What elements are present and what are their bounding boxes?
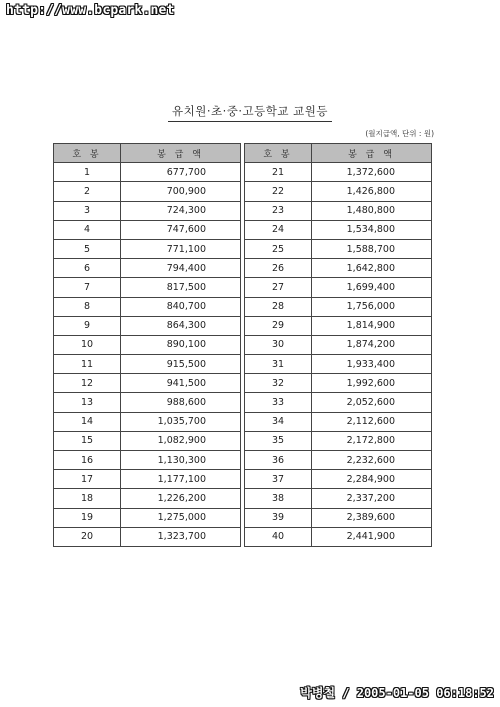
step-cell: 3: [54, 201, 121, 220]
table-row: [54, 278, 432, 297]
step-cell: 22: [245, 182, 312, 201]
table-row: [54, 527, 432, 546]
step-cell: 17: [54, 470, 121, 489]
step-cell: 38: [245, 489, 312, 508]
table-row: [54, 355, 432, 374]
amount-cell: 2,284,900: [312, 470, 432, 489]
step-cell: 19: [54, 508, 121, 527]
amount-cell: 1,756,000: [312, 297, 432, 316]
step-cell: 28: [245, 297, 312, 316]
step-cell: 23: [245, 201, 312, 220]
amount-cell: 771,100: [121, 239, 241, 258]
step-cell: 8: [54, 297, 121, 316]
step-cell: 32: [245, 374, 312, 393]
table-row: [54, 163, 432, 182]
table-row: [54, 259, 432, 278]
amount-cell: 890,100: [121, 335, 241, 354]
step-cell: 21: [245, 163, 312, 182]
step-cell: 37: [245, 470, 312, 489]
amount-cell: 1,588,700: [312, 239, 432, 258]
table-row: [54, 220, 432, 239]
amount-cell: 2,441,900: [312, 527, 432, 546]
document-title: [0, 100, 500, 122]
table-row: [54, 201, 432, 220]
amount-cell: 941,500: [121, 374, 241, 393]
step-cell: 24: [245, 220, 312, 239]
table-row: [54, 297, 432, 316]
step-cell: 11: [54, 355, 121, 374]
header-step-left: 호 봉: [54, 144, 121, 163]
site-watermark: http://www.bcpark.net: [6, 3, 175, 18]
amount-cell: 1,642,800: [312, 259, 432, 278]
step-cell: 7: [54, 278, 121, 297]
amount-cell: 1,275,000: [121, 508, 241, 527]
amount-cell: 1,426,800: [312, 182, 432, 201]
amount-cell: 1,874,200: [312, 335, 432, 354]
step-cell: 36: [245, 451, 312, 470]
amount-cell: 915,500: [121, 355, 241, 374]
document-title-text: 유치원·초·중·고등학교 교원등: [168, 103, 332, 122]
amount-cell: 1,534,800: [312, 220, 432, 239]
step-cell: 5: [54, 239, 121, 258]
table-row: [54, 489, 432, 508]
step-cell: 13: [54, 393, 121, 412]
amount-cell: 2,337,200: [312, 489, 432, 508]
step-cell: 6: [54, 259, 121, 278]
salary-table-body: [54, 163, 432, 547]
amount-cell: 747,600: [121, 220, 241, 239]
salary-table: [53, 143, 432, 547]
step-cell: 18: [54, 489, 121, 508]
step-cell: 25: [245, 239, 312, 258]
header-amount-right: 봉 급 액: [312, 144, 432, 163]
amount-cell: 794,400: [121, 259, 241, 278]
table-row: [54, 431, 432, 450]
step-cell: 1: [54, 163, 121, 182]
table-row: [54, 239, 432, 258]
amount-cell: 1,933,400: [312, 355, 432, 374]
step-cell: 14: [54, 412, 121, 431]
table-row: [54, 470, 432, 489]
amount-cell: 2,232,600: [312, 451, 432, 470]
amount-cell: 1,992,600: [312, 374, 432, 393]
amount-cell: 1,226,200: [121, 489, 241, 508]
amount-cell: 2,112,600: [312, 412, 432, 431]
table-row: [54, 412, 432, 431]
step-cell: 2: [54, 182, 121, 201]
amount-cell: 1,480,800: [312, 201, 432, 220]
table-row: [54, 335, 432, 354]
unit-note: (월지급액, 단위 : 원): [365, 129, 434, 138]
table-row: [54, 451, 432, 470]
step-cell: 39: [245, 508, 312, 527]
amount-cell: 1,177,100: [121, 470, 241, 489]
step-cell: 29: [245, 316, 312, 335]
table-row: [54, 508, 432, 527]
amount-cell: 2,389,600: [312, 508, 432, 527]
step-cell: 20: [54, 527, 121, 546]
amount-cell: 2,052,600: [312, 393, 432, 412]
table-header-row: [54, 144, 432, 163]
step-cell: 16: [54, 451, 121, 470]
amount-cell: 1,082,900: [121, 431, 241, 450]
step-cell: 40: [245, 527, 312, 546]
step-cell: 31: [245, 355, 312, 374]
header-amount-left: 봉 급 액: [121, 144, 241, 163]
step-cell: 9: [54, 316, 121, 335]
amount-cell: 1,814,900: [312, 316, 432, 335]
amount-cell: 700,900: [121, 182, 241, 201]
amount-cell: 2,172,800: [312, 431, 432, 450]
step-cell: 35: [245, 431, 312, 450]
step-cell: 15: [54, 431, 121, 450]
table-row: [54, 374, 432, 393]
header-step-right: 호 봉: [245, 144, 312, 163]
footer-signature: 박병철 / 2005-01-05 06:18:52: [300, 686, 494, 700]
step-cell: 4: [54, 220, 121, 239]
amount-cell: 864,300: [121, 316, 241, 335]
amount-cell: 817,500: [121, 278, 241, 297]
step-cell: 30: [245, 335, 312, 354]
amount-cell: 840,700: [121, 297, 241, 316]
table-row: [54, 393, 432, 412]
step-cell: 26: [245, 259, 312, 278]
amount-cell: 1,035,700: [121, 412, 241, 431]
amount-cell: 677,700: [121, 163, 241, 182]
step-cell: 10: [54, 335, 121, 354]
amount-cell: 1,372,600: [312, 163, 432, 182]
step-cell: 12: [54, 374, 121, 393]
amount-cell: 1,699,400: [312, 278, 432, 297]
step-cell: 33: [245, 393, 312, 412]
table-row: [54, 316, 432, 335]
table-row: [54, 182, 432, 201]
step-cell: 27: [245, 278, 312, 297]
step-cell: 34: [245, 412, 312, 431]
amount-cell: 724,300: [121, 201, 241, 220]
amount-cell: 1,130,300: [121, 451, 241, 470]
amount-cell: 988,600: [121, 393, 241, 412]
amount-cell: 1,323,700: [121, 527, 241, 546]
